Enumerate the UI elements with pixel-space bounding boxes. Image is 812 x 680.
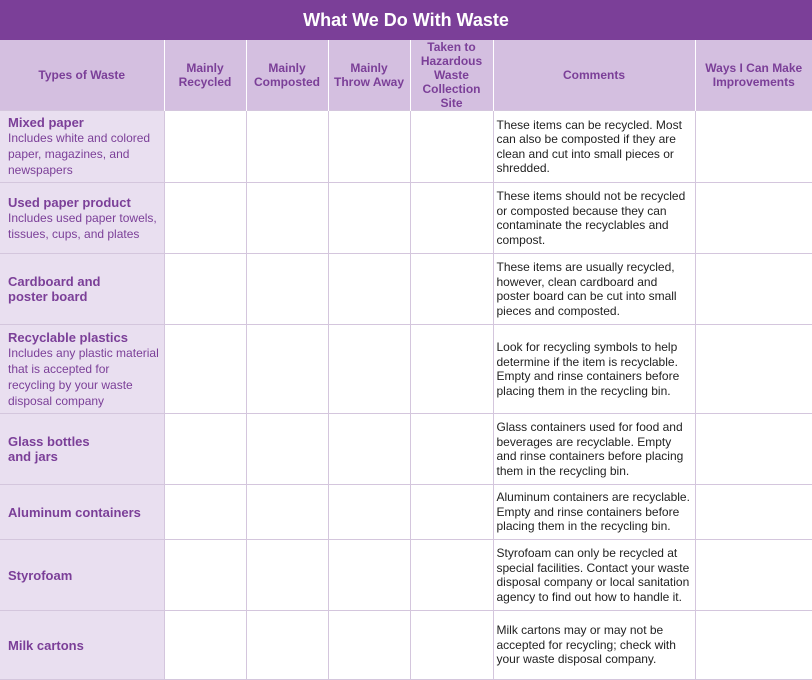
hazardous-site-cell[interactable]: [410, 254, 493, 325]
hazardous-site-cell[interactable]: [410, 183, 493, 254]
waste-table: [0, 40, 812, 680]
waste-type-description: Includes white and colored paper, magazines, and newspapers: [8, 131, 151, 177]
hazardous-site-cell[interactable]: [410, 485, 493, 540]
mainly-throw-away-cell[interactable]: [328, 254, 410, 325]
comment-cell: These items are usually recycled, however, clean cardboard and poster board can be cut into small pieces and composted.: [493, 254, 695, 325]
mainly-throw-away-cell[interactable]: [328, 540, 410, 611]
improvements-cell[interactable]: [695, 414, 812, 485]
mainly-recycled-cell[interactable]: [164, 485, 246, 540]
waste-type-cell: [0, 111, 164, 183]
improvements-cell[interactable]: [695, 325, 812, 414]
improvements-cell[interactable]: [695, 254, 812, 325]
mainly-throw-away-cell[interactable]: [328, 325, 410, 414]
waste-type-name: Used paper product: [8, 194, 131, 210]
comment-cell: Glass containers used for food and beverages are recyclable. Empty and rinse containers before placing them in the recycling bin.: [493, 414, 695, 485]
waste-type-cell: [0, 183, 164, 254]
mainly-recycled-cell[interactable]: [164, 183, 246, 254]
mainly-composted-cell[interactable]: [246, 183, 328, 254]
header-mainly-recycled: Mainly Recycled: [164, 40, 246, 111]
waste-type-cell: [0, 254, 164, 325]
header-mainly-composted: Mainly Composted: [246, 40, 328, 111]
mainly-composted-cell[interactable]: [246, 485, 328, 540]
improvements-cell[interactable]: [695, 540, 812, 611]
comment-cell: Aluminum containers are recyclable. Empty and rinse containers before placing them in the recycling bin.: [493, 485, 695, 540]
comment-cell: Styrofoam can only be recycled at special facilities. Contact your waste disposal company or local sanitation agency to find out how to handle it.: [493, 540, 695, 611]
comment-cell: Look for recycling symbols to help determine if the item is recyclable. Empty and rinse containers before placing them in the recycling bin.: [493, 325, 695, 414]
improvements-cell[interactable]: [695, 183, 812, 254]
header-comments: Comments: [493, 40, 695, 111]
waste-type-cell: [0, 540, 164, 611]
waste-type-name: Aluminum containers: [8, 504, 141, 520]
waste-type-name: Milk cartons: [8, 637, 84, 653]
improvements-cell[interactable]: [695, 611, 812, 680]
comment-cell: Milk cartons may or may not be accepted for recycling; check with your waste disposal company.: [493, 611, 695, 680]
mainly-composted-cell[interactable]: [246, 111, 328, 183]
mainly-recycled-cell[interactable]: [164, 111, 246, 183]
header-hazardous-waste-site: Taken to Hazardous Waste Collection Site: [410, 40, 493, 111]
mainly-composted-cell[interactable]: [246, 325, 328, 414]
table-row: [0, 325, 812, 414]
comment-cell: These items should not be recycled or composted because they can contaminate the recyclables and compost.: [493, 183, 695, 254]
mainly-throw-away-cell[interactable]: [328, 611, 410, 680]
waste-type-description: Includes any plastic material that is accepted for recycling by your waste disposal company: [8, 345, 159, 408]
table-title: What We Do With Waste: [0, 0, 812, 40]
header-row: [0, 40, 812, 111]
mainly-recycled-cell[interactable]: [164, 611, 246, 680]
mainly-composted-cell[interactable]: [246, 414, 328, 485]
improvements-cell[interactable]: [695, 485, 812, 540]
mainly-throw-away-cell[interactable]: [328, 485, 410, 540]
waste-type-name: Glass bottles and jars: [8, 434, 90, 464]
waste-type-name: Styrofoam: [8, 567, 73, 583]
comment-cell: These items can be recycled. Most can also be composted if they are clean and cut into small pieces or shredded.: [493, 111, 695, 183]
table-row: [0, 540, 812, 611]
hazardous-site-cell[interactable]: [410, 611, 493, 680]
table-row: [0, 183, 812, 254]
waste-type-name: Mixed paper: [8, 115, 84, 130]
waste-type-cell: [0, 325, 164, 414]
table-row: [0, 254, 812, 325]
waste-type-name: Cardboard and poster board: [8, 274, 101, 304]
hazardous-site-cell[interactable]: [410, 540, 493, 611]
waste-type-name: Recyclable plastics: [8, 329, 128, 345]
mainly-composted-cell[interactable]: [246, 540, 328, 611]
mainly-recycled-cell[interactable]: [164, 254, 246, 325]
hazardous-site-cell[interactable]: [410, 414, 493, 485]
mainly-throw-away-cell[interactable]: [328, 414, 410, 485]
waste-type-cell: [0, 611, 164, 680]
header-types-of-waste: Types of Waste: [0, 40, 164, 111]
header-mainly-throw-away: Mainly Throw Away: [328, 40, 410, 111]
table-row: [0, 485, 812, 540]
mainly-throw-away-cell[interactable]: [328, 111, 410, 183]
table-row: [0, 111, 812, 183]
waste-type-cell: [0, 414, 164, 485]
table-row: [0, 611, 812, 680]
hazardous-site-cell[interactable]: [410, 111, 493, 183]
table-row: [0, 414, 812, 485]
mainly-recycled-cell[interactable]: [164, 414, 246, 485]
mainly-recycled-cell[interactable]: [164, 325, 246, 414]
improvements-cell[interactable]: [695, 111, 812, 183]
mainly-throw-away-cell[interactable]: [328, 183, 410, 254]
waste-type-cell: [0, 485, 164, 540]
waste-type-description: Includes used paper towels, tissues, cups, and plates: [8, 210, 157, 241]
mainly-recycled-cell[interactable]: [164, 540, 246, 611]
header-improvements: Ways I Can Make Improvements: [695, 40, 812, 111]
mainly-composted-cell[interactable]: [246, 254, 328, 325]
hazardous-site-cell[interactable]: [410, 325, 493, 414]
mainly-composted-cell[interactable]: [246, 611, 328, 680]
